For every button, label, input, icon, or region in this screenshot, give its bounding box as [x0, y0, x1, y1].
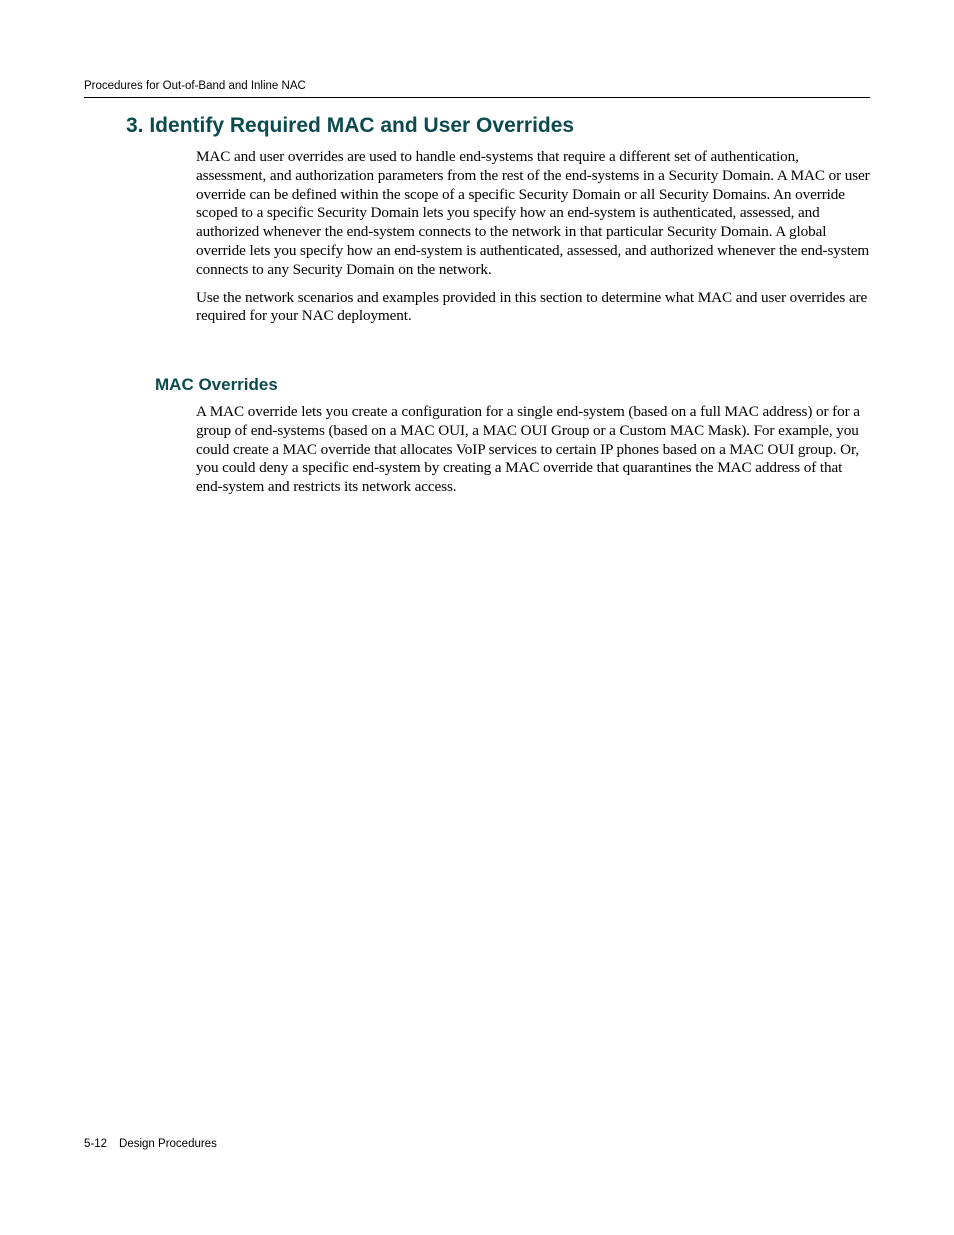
page-number: 5-12	[84, 1138, 108, 1150]
footer-chapter-title: Design Procedures	[119, 1138, 217, 1150]
section-paragraph-2: Use the network scenarios and examples provided in this section to determine what MAC and user overrides are required for your NAC deployment.	[196, 288, 868, 325]
section-body	[196, 148, 870, 335]
subsection-heading: MAC Overrides	[155, 375, 278, 394]
running-footer	[84, 1137, 217, 1151]
section-paragraph-1: MAC and user overrides are used to handle end-systems that require a different set of authentication, assessment, and authorization parameters from the rest of the end-systems in a Security Domain. A MAC or user override can be defined within the scope of a specific Security Domain or all Security Domains. An override scoped to a specific Security Domain lets you specify how an end-system is authenticated, assessed, and authorized whenever the end-system connects to the network in that particular Security Domain. A global override lets you specify how an end-system is authenticated, assessed, and authorized whenever the end-system connects to any Security Domain on the network.	[196, 148, 870, 278]
section-heading: 3. Identify Required MAC and User Overrides	[126, 114, 575, 137]
subsection-body	[196, 403, 870, 506]
header-rule	[84, 97, 870, 98]
subsection-paragraph-1: A MAC override lets you create a configuration for a single end-system (based on a full MAC address) or for a group of end-systems (based on a MAC OUI, a MAC OUI Group or a Custom MAC Mask). For example, you could create a MAC override that allocates VoIP services to certain IP phones based on a MAC OUI group. Or, you could deny a specific end-system by creating a MAC override that quarantines the MAC address of that end-system and restricts its network access.	[196, 403, 860, 496]
running-header: Procedures for Out-of-Band and Inline NAC	[84, 80, 306, 92]
